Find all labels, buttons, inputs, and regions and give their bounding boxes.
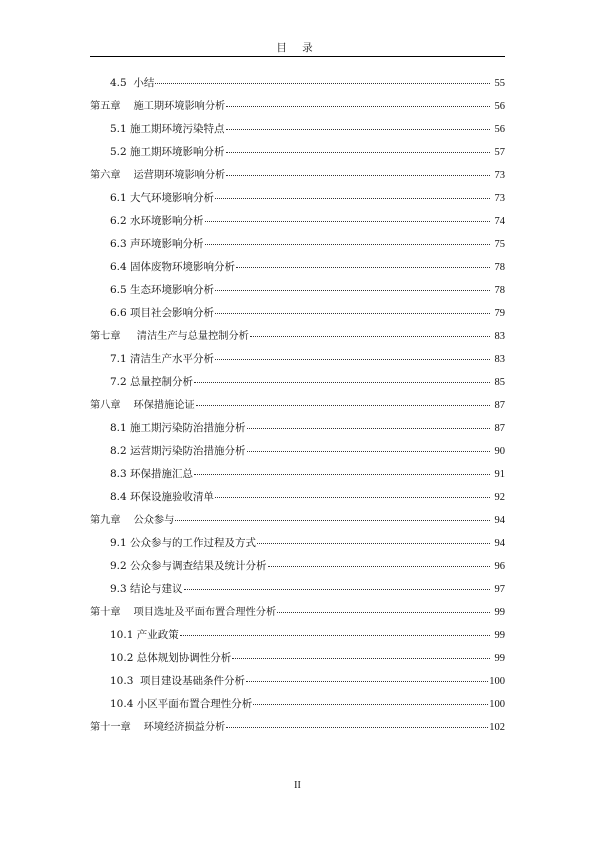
toc-section-entry[interactable] (90, 463, 505, 486)
toc-entry-page: 78 (494, 262, 505, 273)
toc-section-entry[interactable] (90, 555, 505, 578)
toc-dot-leader (257, 533, 490, 544)
toc-entry-label: 6.1 大气环境影响分析 (110, 192, 215, 204)
toc-entry-page: 94 (494, 515, 505, 526)
toc-entry-page: 102 (489, 722, 505, 733)
toc-dot-leader (215, 303, 490, 314)
toc-dot-leader (226, 165, 490, 176)
toc-section-entry[interactable] (90, 141, 505, 164)
toc-entry-page: 78 (494, 285, 505, 296)
toc-entry-label: 第七章 清洁生产与总量控制分析 (90, 331, 249, 342)
toc-entry-page: 99 (494, 630, 505, 641)
toc-entry-label: 5.2 施工期环境影响分析 (110, 146, 225, 158)
toc-entry-label: 6.4 固体废物环境影响分析 (110, 261, 236, 273)
toc-entry-page: 90 (494, 446, 505, 457)
toc-entry-page: 73 (494, 170, 505, 181)
toc-section-entry[interactable] (90, 233, 505, 256)
toc-dot-leader (194, 372, 490, 383)
page-header: 目 录 (276, 42, 319, 54)
header-divider (90, 56, 505, 57)
toc-entry-page: 94 (494, 538, 505, 549)
toc-entry-label: 第八章 环保措施论证 (90, 400, 195, 411)
toc-entry-page: 99 (494, 607, 505, 618)
toc-entry-page: 99 (494, 653, 505, 664)
toc-section-entry[interactable] (90, 670, 505, 693)
page-number: II (294, 780, 301, 791)
toc-dot-leader (226, 119, 490, 130)
toc-dot-leader (247, 441, 490, 452)
toc-section-entry[interactable] (90, 693, 505, 716)
toc-entry-page: 92 (494, 492, 505, 503)
toc-section-entry[interactable] (90, 371, 505, 394)
toc-dot-leader (247, 418, 490, 429)
toc-entry-page: 79 (494, 308, 505, 319)
toc-chapter-entry[interactable] (90, 325, 505, 348)
toc-entry-page: 75 (494, 239, 505, 250)
toc-section-entry[interactable] (90, 440, 505, 463)
toc-entry-label: 6.5 生态环境影响分析 (110, 284, 215, 296)
toc-entry-label: 9.3 结论与建议 (110, 583, 183, 595)
toc-dot-leader (268, 556, 490, 567)
toc-entry-label: 9.1 公众参与的工作过程及方式 (110, 537, 257, 549)
toc-entry-label: 8.4 环保设施验收清单 (110, 491, 215, 503)
toc-chapter-entry[interactable] (90, 716, 505, 739)
toc-section-entry[interactable] (90, 187, 505, 210)
toc-entry-label: 7.1 清洁生产水平分析 (110, 353, 215, 365)
toc-entry-label: 第十一章 环境经济损益分析 (90, 722, 226, 733)
toc-entry-page: 100 (489, 676, 505, 687)
toc-entry-label: 8.2 运营期污染防治措施分析 (110, 445, 246, 457)
toc-section-entry[interactable] (90, 647, 505, 670)
toc-entry-page: 56 (494, 101, 505, 112)
toc-dot-leader (196, 395, 490, 406)
toc-entry-page: 55 (494, 78, 505, 89)
toc-chapter-entry[interactable] (90, 394, 505, 417)
toc-dot-leader (215, 280, 490, 291)
toc-dot-leader (246, 671, 488, 682)
toc-entry-page: 100 (489, 699, 505, 710)
toc-section-entry[interactable] (90, 118, 505, 141)
toc-chapter-entry[interactable] (90, 601, 505, 624)
toc-entry-label: 10.3 项目建设基础条件分析 (110, 675, 246, 687)
toc-dot-leader (277, 602, 490, 613)
toc-dot-leader (253, 694, 488, 705)
toc-section-entry[interactable] (90, 348, 505, 371)
toc-dot-leader (205, 211, 490, 222)
toc-dot-leader (205, 234, 490, 245)
toc-dot-leader (215, 349, 490, 360)
toc-chapter-entry[interactable] (90, 95, 505, 118)
toc-dot-leader (226, 717, 488, 728)
toc-entry-page: 83 (494, 331, 505, 342)
toc-section-entry[interactable] (90, 486, 505, 509)
toc-entry-label: 10.4 小区平面布置合理性分析 (110, 698, 253, 710)
toc-entry-page: 85 (494, 377, 505, 388)
toc-entry-page: 87 (494, 400, 505, 411)
toc-entry-label: 第十章 项目选址及平面布置合理性分析 (90, 607, 277, 618)
toc-dot-leader (184, 579, 490, 590)
toc-dot-leader (236, 257, 490, 268)
toc-dot-leader (194, 464, 490, 475)
toc-entry-page: 97 (494, 584, 505, 595)
table-of-contents (90, 72, 505, 739)
toc-dot-leader (175, 510, 490, 521)
toc-dot-leader (226, 96, 490, 107)
toc-entry-label: 7.2 总量控制分析 (110, 376, 194, 388)
toc-entry-page: 73 (494, 193, 505, 204)
toc-entry-page: 91 (494, 469, 505, 480)
toc-dot-leader (215, 188, 490, 199)
toc-entry-page: 56 (494, 124, 505, 135)
toc-entry-page: 74 (494, 216, 505, 227)
toc-entry-label: 10.1 产业政策 (110, 629, 179, 641)
toc-entry-label: 第六章 运营期环境影响分析 (90, 170, 226, 181)
toc-entry-page: 87 (494, 423, 505, 434)
toc-entry-label: 8.1 施工期污染防治措施分析 (110, 422, 246, 434)
toc-chapter-entry[interactable] (90, 509, 505, 532)
toc-entry-label: 9.2 公众参与调查结果及统计分析 (110, 560, 267, 572)
toc-section-entry[interactable] (90, 624, 505, 647)
toc-entry-label: 6.2 水环境影响分析 (110, 215, 204, 227)
toc-entry-label: 5.1 施工期环境污染特点 (110, 123, 225, 135)
toc-section-entry[interactable] (90, 256, 505, 279)
toc-entry-page: 96 (494, 561, 505, 572)
toc-chapter-entry[interactable] (90, 164, 505, 187)
toc-entry-page: 57 (494, 147, 505, 158)
toc-dot-leader (215, 487, 490, 498)
toc-dot-leader (250, 326, 490, 337)
toc-dot-leader (232, 648, 490, 659)
toc-dot-leader (226, 142, 490, 153)
toc-entry-label: 6.6 项目社会影响分析 (110, 307, 215, 319)
toc-section-entry[interactable] (90, 417, 505, 440)
toc-entry-page: 83 (494, 354, 505, 365)
toc-section-entry[interactable] (90, 210, 505, 233)
toc-entry-label: 4.5 小结 (110, 77, 155, 89)
toc-dot-leader (155, 73, 490, 84)
toc-section-entry[interactable] (90, 72, 505, 95)
toc-section-entry[interactable] (90, 302, 505, 325)
toc-entry-label: 10.2 总体规划协调性分析 (110, 652, 232, 664)
toc-entry-label: 第五章 施工期环境影响分析 (90, 101, 226, 112)
toc-entry-label: 第九章 公众参与 (90, 515, 175, 526)
toc-section-entry[interactable] (90, 532, 505, 555)
toc-section-entry[interactable] (90, 279, 505, 302)
toc-section-entry[interactable] (90, 578, 505, 601)
toc-entry-label: 6.3 声环境影响分析 (110, 238, 204, 250)
toc-dot-leader (180, 625, 490, 636)
toc-entry-label: 8.3 环保措施汇总 (110, 468, 194, 480)
